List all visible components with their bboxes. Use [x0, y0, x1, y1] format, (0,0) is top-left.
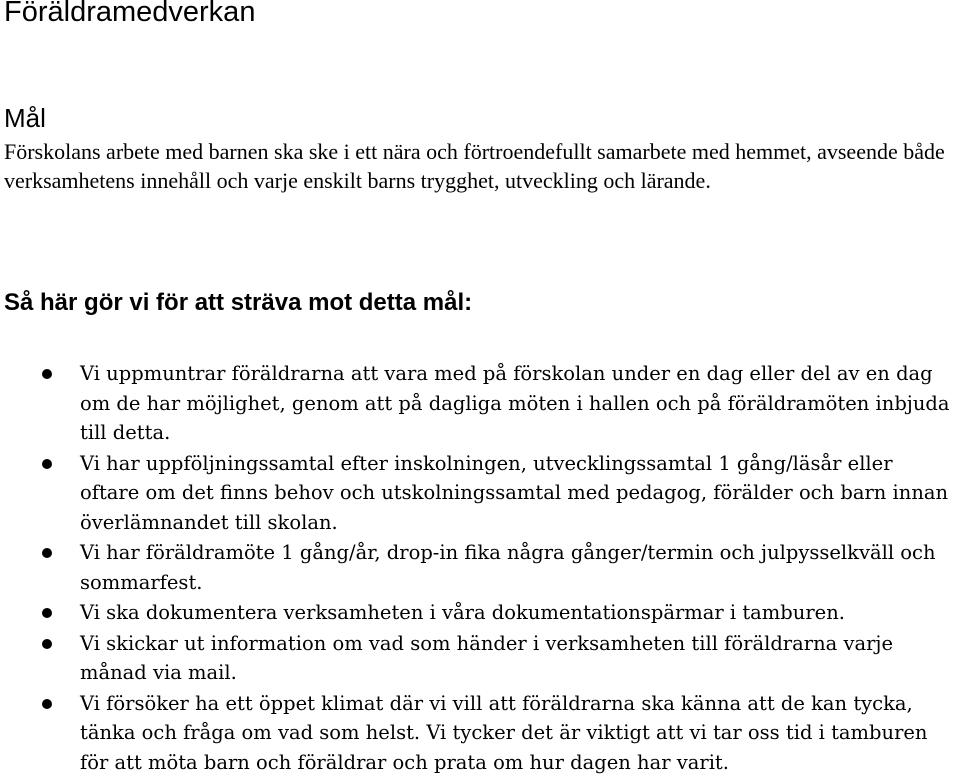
bullet-icon: [42, 639, 52, 649]
list-item: [0, 689, 960, 778]
list-item-text: Vi försöker ha ett öppet klimat där vi vill att föräldrarna ska känna att de kan tycka, tänka och fråga om vad som helst. Vi tycker det är viktigt att vi tar oss tid i tamburen för att möta barn och föräldrar och prata om hur dagen har varit.: [80, 691, 928, 774]
list-item-text: Vi uppmuntrar föräldrarna att vara med på förskolan under en dag eller del av en dag om de har möjlighet, genom att på dagliga möten i hallen och på föräldramöten inbjuda till detta.: [80, 362, 950, 444]
list-item: [0, 538, 960, 597]
list-item-text: Vi ska dokumentera verksamheten i våra dokumentationspärmar i tamburen.: [80, 601, 845, 624]
list-item-text: Vi har uppföljningssamtal efter inskolningen, utvecklingssamtal 1 gång/läsår eller oftare om det finns behov och utskolningssamtal med pedagog, förälder och barn innan överlämnandet till skolan.: [80, 451, 949, 534]
bullet-icon: [42, 699, 52, 709]
bullet-icon: [42, 548, 52, 558]
intro-paragraph: Förskolans arbete med barnen ska ske i ett nära och förtroendefullt samarbete med hemmet, avseende både verksamhetens innehåll och varje enskilt barns trygghet, utveckling och lärande.: [4, 139, 945, 193]
page-title: Föräldramedverkan: [4, 0, 256, 28]
list-item: [0, 449, 960, 538]
approach-bullet-list: [0, 359, 960, 778]
list-item-text: Vi skickar ut information om vad som händer i verksamheten till föräldrarna varje månad via mail.: [80, 631, 894, 684]
approach-subheading: Så här gör vi för att sträva mot detta mål:: [4, 289, 473, 316]
bullet-icon: [42, 608, 52, 618]
bullet-icon: [42, 459, 52, 469]
section-heading-goal: Mål: [4, 103, 46, 133]
list-item: [0, 629, 960, 688]
list-item: [0, 598, 960, 628]
list-item-text: Vi har föräldramöte 1 gång/år, drop-in fika några gånger/termin och julpysselkväll och sommarfest.: [80, 541, 936, 594]
list-item: [0, 359, 960, 448]
bullet-icon: [42, 369, 52, 379]
